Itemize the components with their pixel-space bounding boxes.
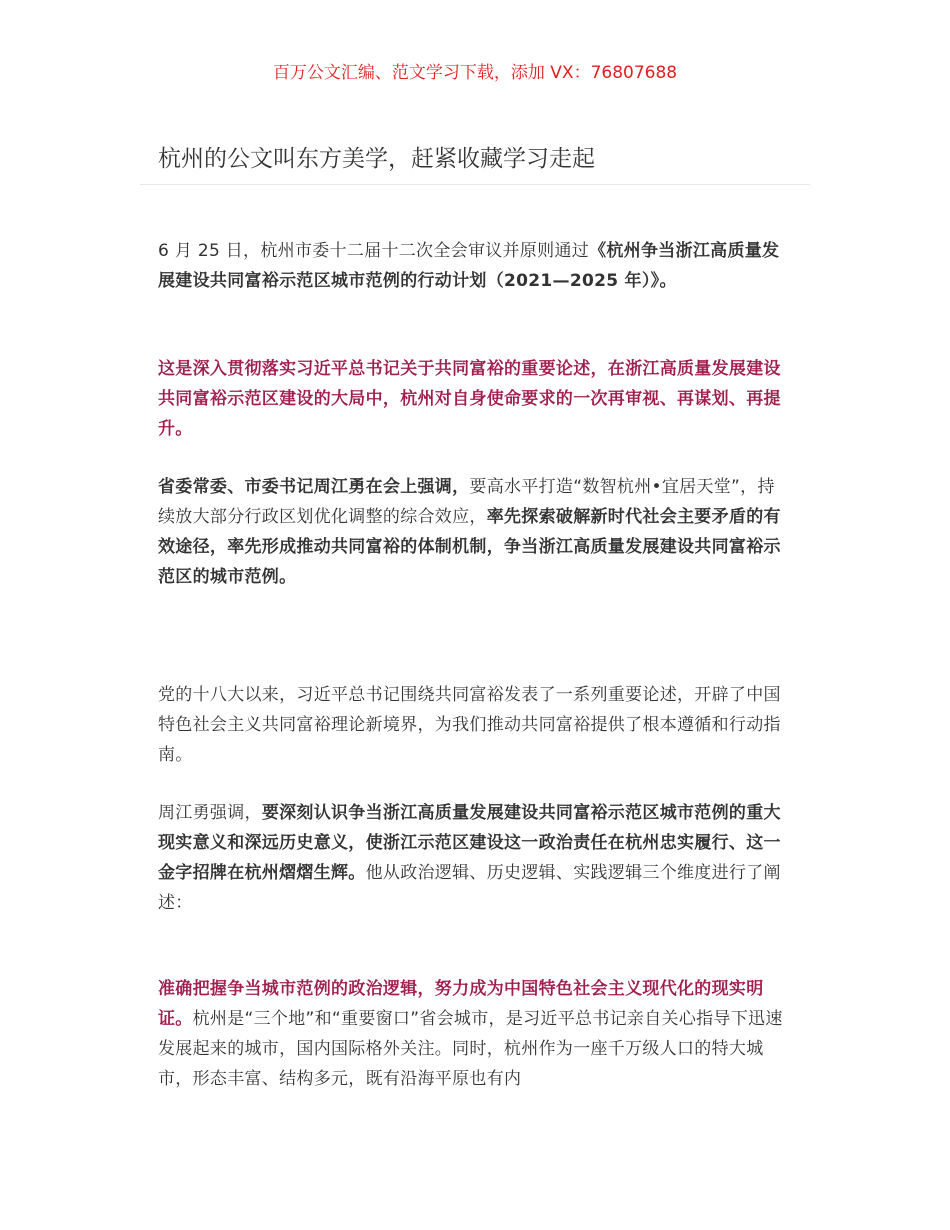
highlight-text: 这是深入贯彻落实习近平总书记关于共同富裕的重要论述，在浙江高质量发展建设共同富裕示范区建设的大局中，杭州对自身使命要求的一次再审视、再谋划、再提升。 xyxy=(158,359,781,439)
paragraph-emphasis xyxy=(158,798,792,918)
paragraph-intro xyxy=(158,236,792,296)
intro-plan-title: 《杭州争当浙江高质量发展建设共同富裕示范区城市范例的行动计划（2021—2025 年）》。 xyxy=(158,241,780,291)
paragraph-highlight xyxy=(158,354,792,444)
paragraph-political-logic xyxy=(158,974,792,1094)
emphasis-lead: 周江勇强调， xyxy=(158,803,262,823)
secretary-text: 要高水平打造“数智杭州•宜居天堂”，持续放大部分行政区划优化调整的综合效应， xyxy=(158,477,775,527)
paragraph-history xyxy=(158,680,792,770)
secretary-lead: 省委常委、市委书记周江勇在会上强调， xyxy=(158,477,470,497)
political-logic-heading: 准确把握争当城市范例的政治逻辑，努力成为中国特色社会主义现代化的现实明证。 xyxy=(158,979,764,1029)
paragraph-secretary xyxy=(158,472,792,592)
emphasis-bold: 要深刻认识争当浙江高质量发展建设共同富裕示范区城市范例的重大现实意义和深远历史意义，使浙江示范区建设这一政治责任在杭州忠实履行、这一金字招牌在杭州熠熠生辉。 xyxy=(158,803,781,883)
download-banner: 百万公文汇编、范文学习下载，添加 VX：76807688 xyxy=(272,63,678,83)
emphasis-tail: 他从政治逻辑、历史逻辑、实践逻辑三个维度进行了阐述： xyxy=(158,863,781,913)
title-divider xyxy=(140,184,810,185)
secretary-emphasis: 率先探索破解新时代社会主要矛盾的有效途径，率先形成推动共同富裕的体制机制，争当浙江高质量发展建设共同富裕示范区的城市范例。 xyxy=(158,507,781,587)
article-title: 杭州的公文叫东方美学，赶紧收藏学习走起 xyxy=(158,146,595,172)
political-logic-text: 杭州是“三个地”和“重要窗口”省会城市，是习近平总书记亲自关心指导下迅速发展起来的城市，国内国际格外关注。同时，杭州作为一座千万级人口的特大城市，形态丰富、结构多元，既有沿海平原也有内 xyxy=(158,1009,783,1089)
history-text: 党的十八大以来，习近平总书记围绕共同富裕发表了一系列重要论述，开辟了中国特色社会主义共同富裕理论新境界，为我们推动共同富裕提供了根本遵循和行动指南。 xyxy=(158,685,781,765)
intro-text: 6 月 25 日，杭州市委十二届十二次全会审议并原则通过 xyxy=(158,241,590,261)
